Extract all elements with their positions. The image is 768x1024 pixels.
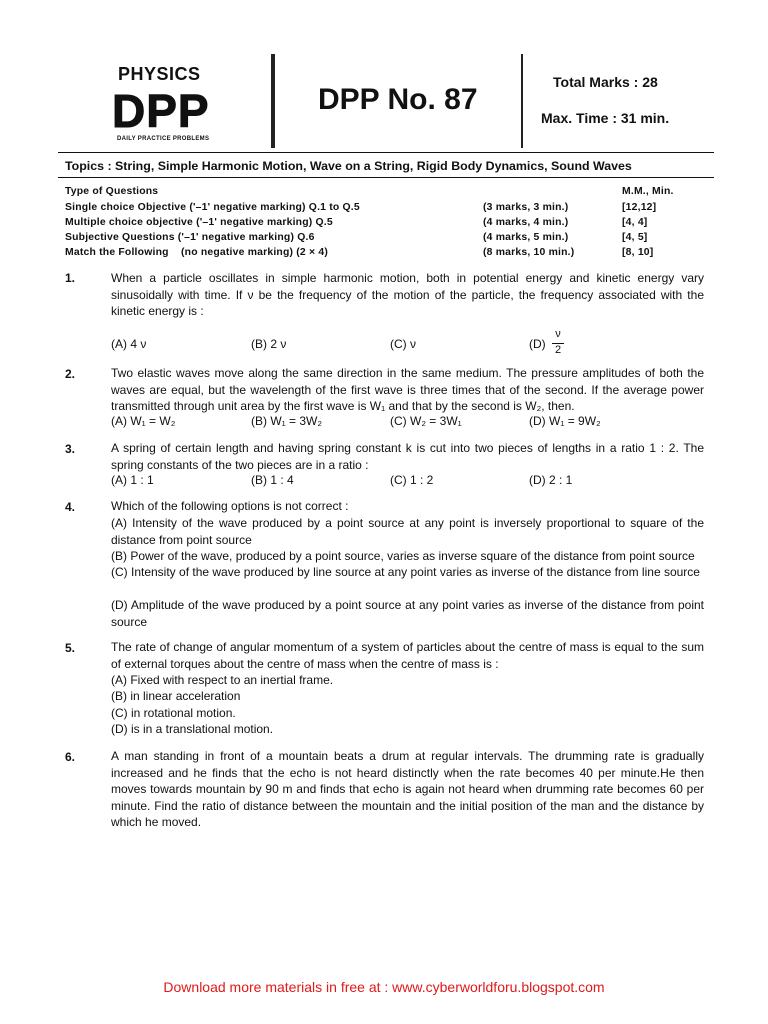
qtype-row-mm: [4, 5] bbox=[622, 232, 648, 243]
fraction-numerator: ν bbox=[555, 328, 561, 340]
statement-d: (D) Amplitude of the wave produced by a point source at any point varies as inverse of the distance from point source bbox=[111, 598, 704, 629]
option-c: (C) 1 : 2 bbox=[390, 473, 434, 487]
dpp-logo: DPP bbox=[112, 85, 210, 137]
dpp-number: DPP No. 87 bbox=[318, 83, 478, 116]
topics-rule bbox=[58, 177, 714, 178]
fraction-denominator: 2 bbox=[554, 344, 562, 356]
option-b: (B) 1 : 4 bbox=[251, 473, 294, 487]
question-text: A man standing in front of a mountain beats a drum at regular intervals. The drumming rate is gradually increased and he finds that the echo is not heard distinctly when the rate becomes 40 per minute.He then moves towards mountain by 90 m and finds that echo is again not heard when drumming rate becomes 60 per minute. Find the ratio of distance between the mountain and the initial position of the man and the distance by which he moved. bbox=[111, 749, 704, 830]
qtype-row-type: Multiple choice objective ('–1' negative marking) Q.5 bbox=[65, 217, 333, 228]
topics-line: Topics : String, Simple Harmonic Motion, Wave on a String, Rigid Body Dynamics, Sound Waves bbox=[65, 159, 632, 173]
mm-header: M.M., Min. bbox=[622, 186, 674, 197]
header-divider-left bbox=[271, 54, 275, 148]
option-b: (B) 2 ν bbox=[251, 337, 287, 351]
qtype-row-type: Single choice Objective ('–1' negative marking) Q.1 to Q.5 bbox=[65, 202, 360, 213]
option-b: (B) W₁ = 3W₂ bbox=[251, 414, 323, 428]
question-text: Two elastic waves move along the same direction in the same medium. The pressure amplitudes of both the waves are equal, but the wavelength of the first wave is three times that of the second. If the average power transmitted through unit area by the first wave is W₁ and that by the second is W₂, then. bbox=[111, 366, 704, 414]
option-a: (A) 4 ν bbox=[111, 337, 147, 351]
qtype-row-marks: (8 marks, 10 min.) bbox=[483, 247, 575, 258]
option-d: (D) bbox=[529, 337, 546, 351]
qtype-row-mm: [8, 10] bbox=[622, 247, 654, 258]
question-number: 4. bbox=[65, 500, 76, 514]
header-divider-right bbox=[521, 54, 523, 148]
total-marks: Total Marks : 28 bbox=[553, 74, 658, 90]
question-number: 3. bbox=[65, 442, 76, 456]
option-c: (C) in rotational motion. bbox=[111, 706, 236, 720]
option-a: (A) 1 : 1 bbox=[111, 473, 154, 487]
option-c: (C) W₂ = 3W₁ bbox=[390, 414, 462, 428]
option-c: (C) ν bbox=[390, 337, 416, 351]
option-a: (A) Fixed with respect to an inertial frame. bbox=[111, 673, 334, 687]
question-text: The rate of change of angular momentum of a system of particles about the centre of mass is equal to the sum of external torques about the centre of mass when the centre of mass is : bbox=[111, 640, 704, 671]
subject-title: PHYSICS bbox=[118, 64, 201, 84]
statement-c: (C) Intensity of the wave produced by line source at any point varies as inverse of the distance from line source bbox=[111, 565, 700, 579]
option-d: (D) is in a translational motion. bbox=[111, 722, 274, 736]
question-number: 1. bbox=[65, 271, 76, 285]
question-text: When a particle oscillates in simple harmonic motion, both in potential energy and kinetic energy vary sinusoidally with time. If ν be the frequency of the motion of the particle, the frequency associated with the kinetic energy is : bbox=[111, 271, 704, 319]
option-a: (A) W₁ = W₂ bbox=[111, 414, 176, 428]
download-footer-link[interactable]: Download more materials in free at : www.cyberworldforu.blogspot.com bbox=[163, 979, 605, 995]
question-text: Which of the following options is not correct : bbox=[111, 499, 349, 513]
dpp-logo-subtitle: DAILY PRACTICE PROBLEMS bbox=[117, 136, 210, 142]
top-rule bbox=[58, 152, 714, 153]
qtype-row-mm: [12,12] bbox=[622, 202, 657, 213]
qtype-row-type: Subjective Questions ('–1' negative marking) Q.6 bbox=[65, 232, 315, 243]
qtype-row-mm: [4, 4] bbox=[622, 217, 648, 228]
question-number: 6. bbox=[65, 750, 76, 764]
question-number: 5. bbox=[65, 641, 76, 655]
qtype-row-marks: (4 marks, 5 min.) bbox=[483, 232, 569, 243]
option-d: (D) 2 : 1 bbox=[529, 473, 573, 487]
statement-b: (B) Power of the wave, produced by a point source, varies as inverse square of the distance from point source bbox=[111, 549, 695, 563]
option-b: (B) in linear acceleration bbox=[111, 689, 241, 703]
max-time: Max. Time : 31 min. bbox=[541, 110, 670, 126]
question-text: A spring of certain length and having spring constant k is cut into two pieces of lengths in a ratio 1 : 2. The spring constants of the two pieces are in a ratio : bbox=[111, 441, 704, 472]
qtype-row-marks: (3 marks, 3 min.) bbox=[483, 202, 569, 213]
option-d: (D) W₁ = 9W₂ bbox=[529, 414, 601, 428]
qtype-row-type: Match the Following (no negative marking) (2 × 4) bbox=[65, 247, 328, 258]
question-number: 2. bbox=[65, 367, 76, 381]
statement-a: (A) Intensity of the wave produced by a point source at any point is inversely proportional to square of the distance from point source bbox=[111, 516, 704, 547]
type-header: Type of Questions bbox=[65, 186, 159, 197]
qtype-row-marks: (4 marks, 4 min.) bbox=[483, 217, 569, 228]
